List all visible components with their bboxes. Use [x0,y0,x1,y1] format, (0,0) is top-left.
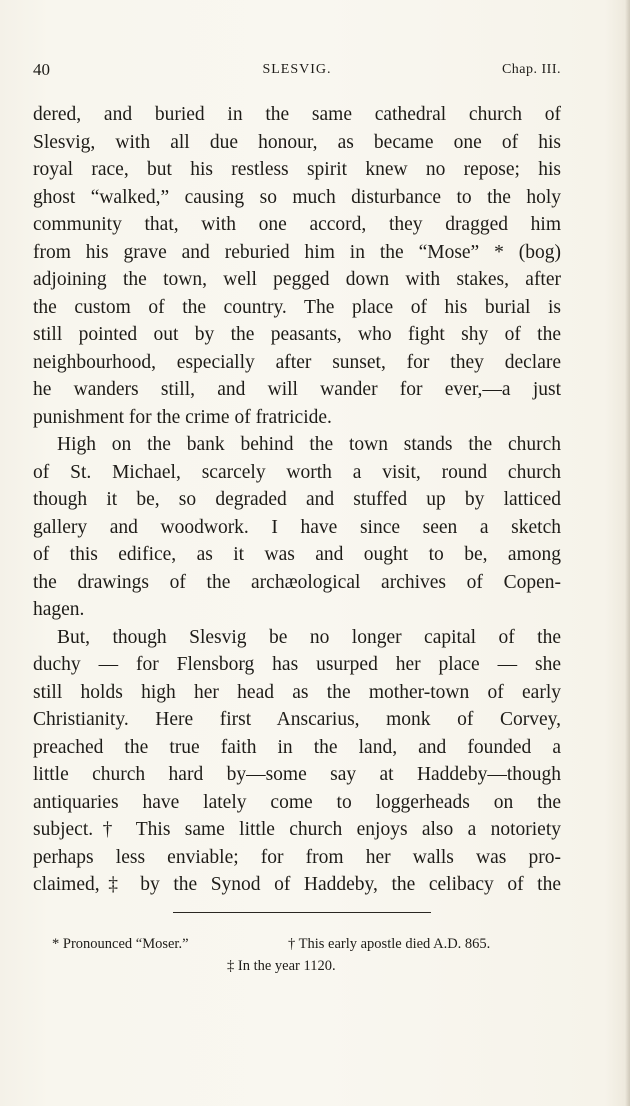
text-line: Slesvig, with all due honour, as became one of his [33,131,561,153]
text-line: neighbourhood, especially after sunset, for they declare [33,351,561,373]
footnote-3: ‡ In the year 1120. [227,958,336,974]
text-line: ghost “walked,” causing so much disturbance to the holy [33,186,561,208]
text-line: the drawings of the archæological archives of Copen- [33,571,561,593]
text-line: community that, with one accord, they dragged him [33,214,561,235]
text-line: perhaps less enviable; for from her walls was pro- [33,846,561,868]
text-line: duchy — for Flensborg has usurped her place — she [33,654,561,675]
text-line: though it be, so degraded and stuffed up by latticed [33,489,561,510]
text-line: of this edifice, as it was and ought to be, among [33,544,561,565]
running-header [33,60,561,84]
text-line: High on the bank behind the town stands the church [57,434,561,455]
text-line: little church hard by—some say at Haddeby—though [33,764,561,785]
footnote-1: * Pronounced “Moser.” [52,936,189,952]
body-text [33,101,561,899]
text-line: claimed,‡ by the Synod of Haddeby, the celibacy of the [33,874,561,895]
running-title: SLESVIG. [262,62,332,77]
text-line: hagen. [33,599,85,620]
text-line: the custom of the country. The place of his burial is [33,296,561,318]
text-line: But, though Slesvig be no longer capital of the [57,626,561,648]
text-line: gallery and woodwork. I have since seen a sketch [33,516,561,538]
text-line: dered, and buried in the same cathedral church of [33,104,561,125]
text-line: from his grave and reburied him in the “Mose” * (bog) [33,241,561,263]
footnote-rule [173,912,431,913]
page-edge-shadow [625,0,630,1106]
page-number: 40 [33,60,50,79]
footnote-2: † This early apostle died A.D. 865. [288,936,491,952]
text-line: of St. Michael, scarcely worth a visit, round church [33,461,561,483]
text-line: still holds high her head as the mother-town of early [33,681,561,703]
text-line: punishment for the crime of fratricide. [33,406,332,428]
text-line: Christianity. Here first Anscarius, monk of Corvey, [33,709,561,730]
chapter-label: Chap. III. [501,62,561,77]
text-line: still pointed out by the peasants, who fight shy of the [33,324,561,345]
text-line: he wanders still, and will wander for ever,—a just [33,379,561,400]
text-line: subject.† This same little church enjoys also a notoriety [33,819,561,840]
text-line: royal race, but his restless spirit knew no repose; his [33,159,561,180]
text-line: adjoining the town, well pegged down with stakes, after [33,269,561,290]
text-line: preached the true faith in the land, and founded a [33,736,561,758]
text-line: antiquaries have lately come to loggerheads on the [33,791,561,813]
